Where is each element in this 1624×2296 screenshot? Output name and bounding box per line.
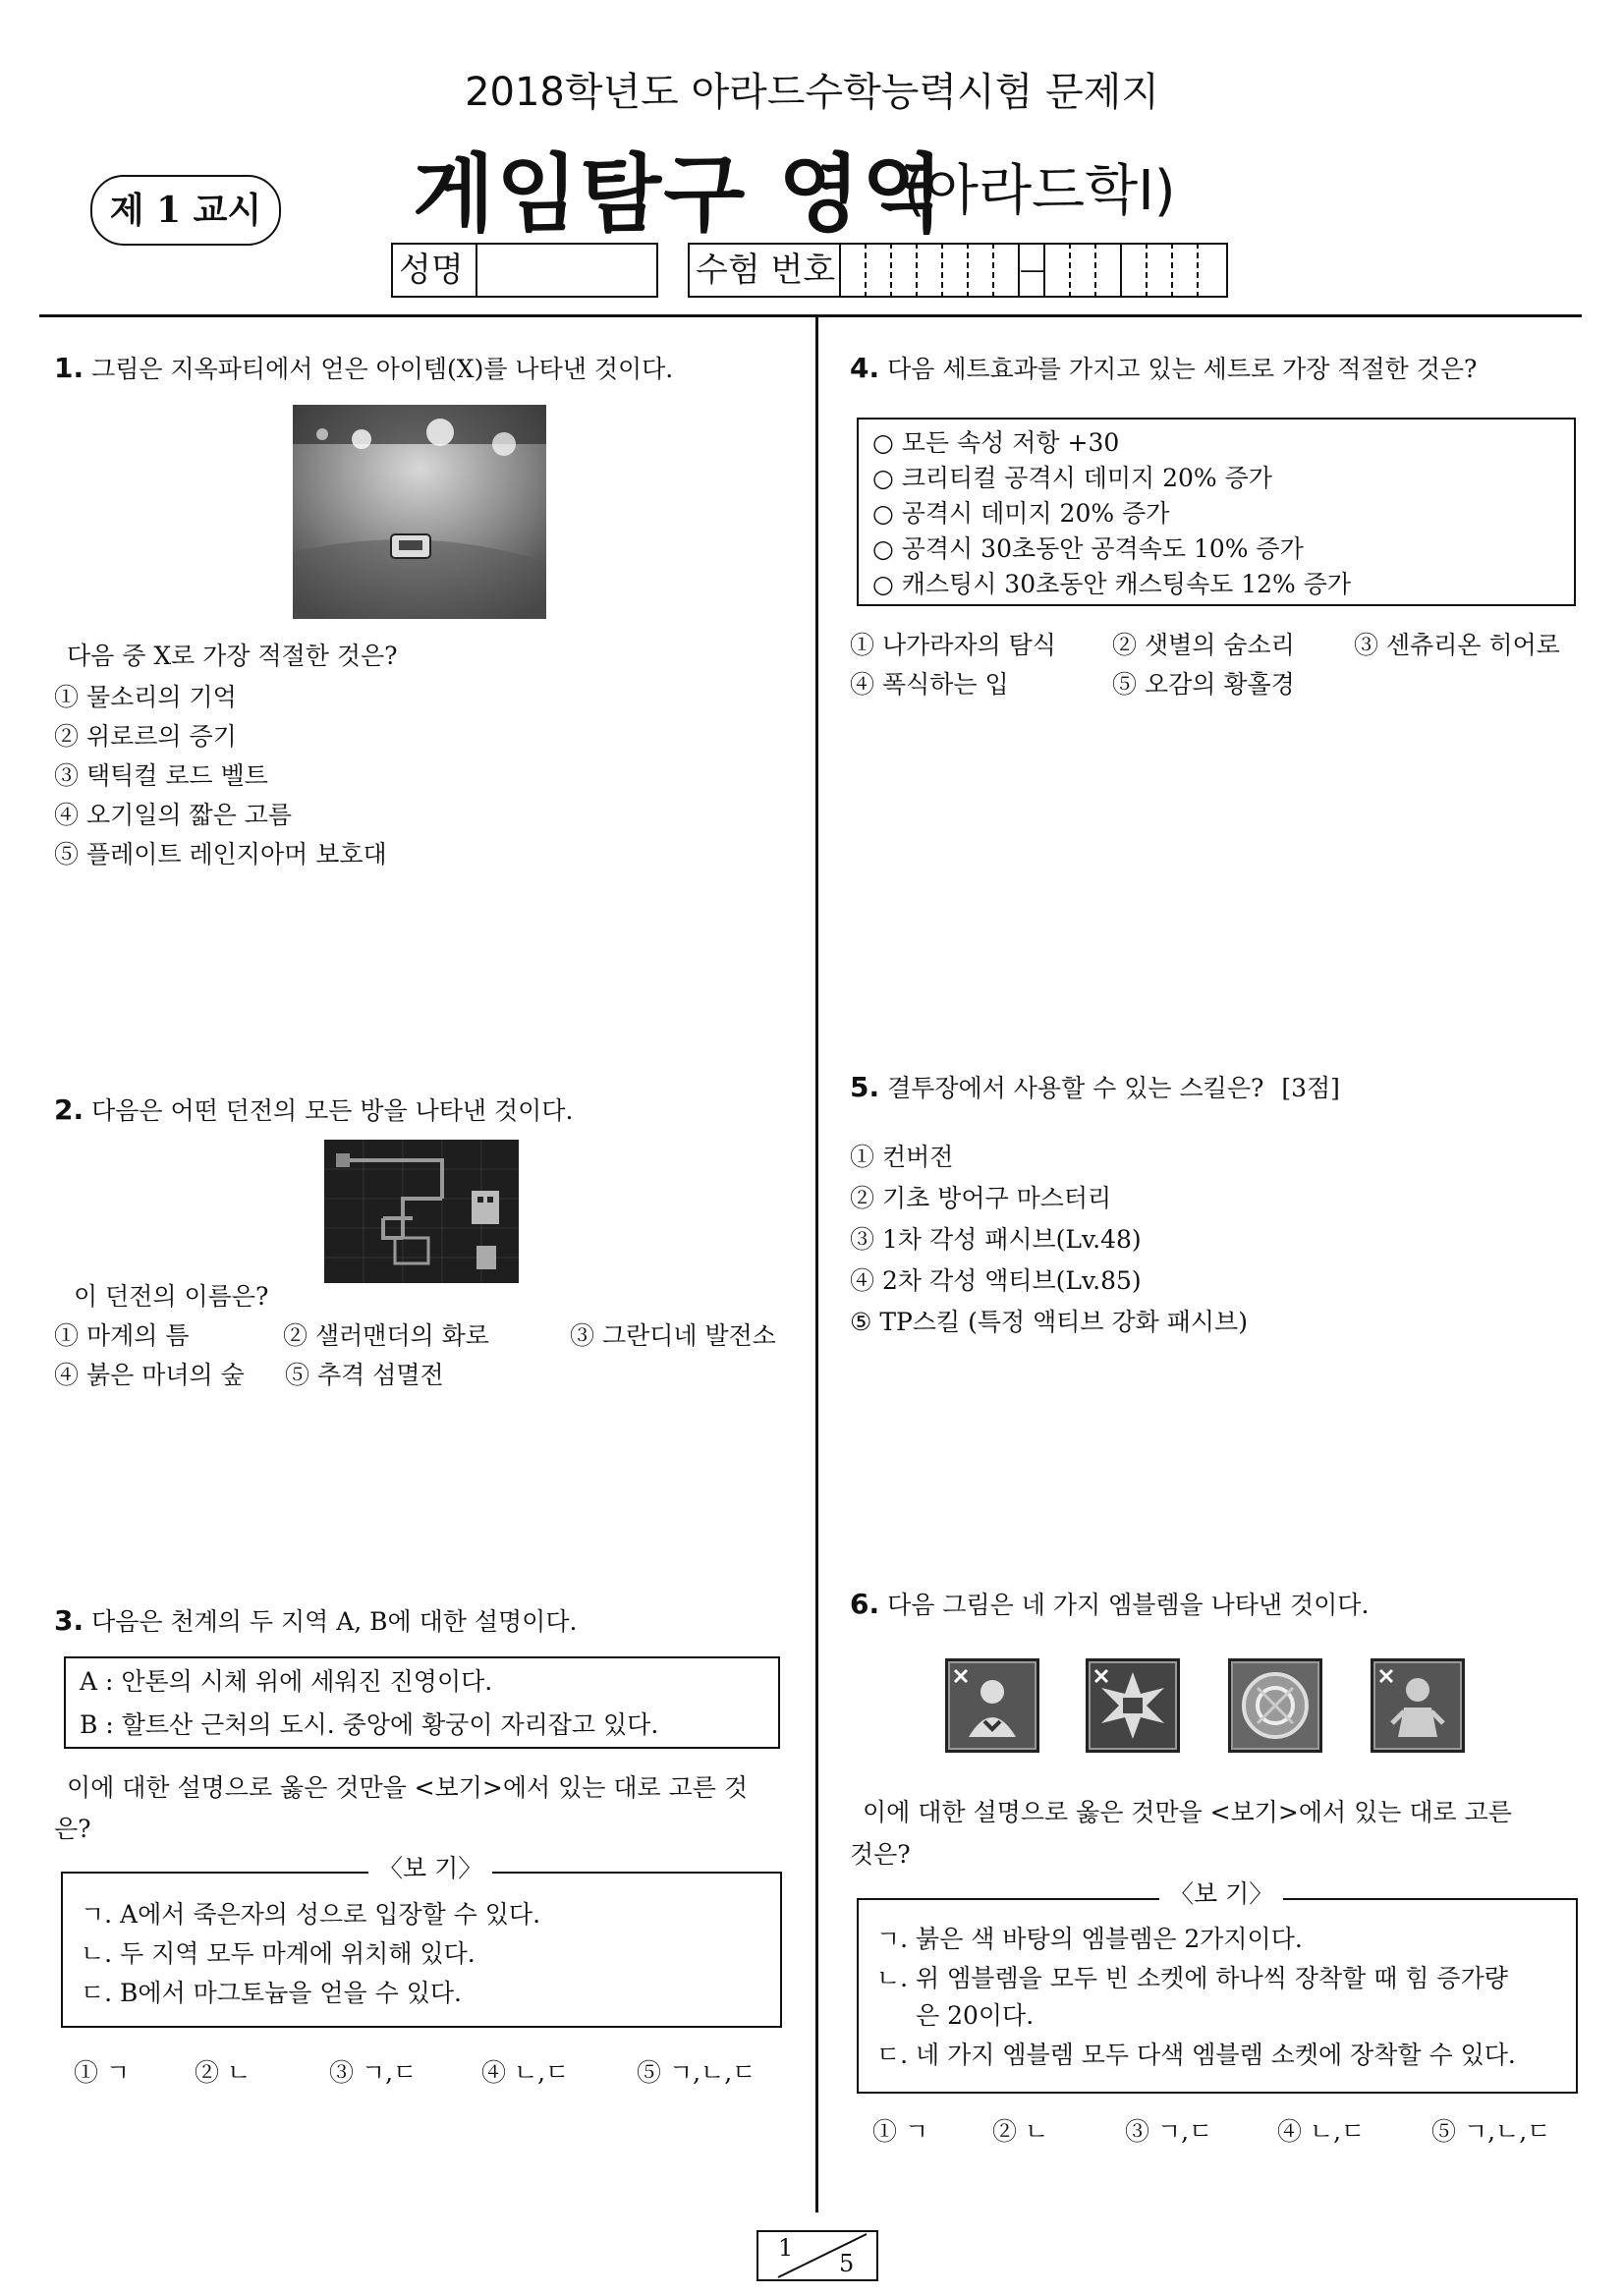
set-effect-line: ○ 크리티컬 공격시 데미지 20% 증가	[872, 464, 1272, 492]
question-number: 4.	[850, 352, 880, 384]
period-badge: 제 1 교시	[90, 175, 281, 246]
exam-number-cell[interactable]	[941, 243, 969, 298]
exam-number-cell[interactable]	[865, 243, 892, 298]
exam-number-cell[interactable]	[967, 243, 994, 298]
bogi-item: ㄷ. B에서 마그토늄을 얻을 수 있다.	[81, 1979, 462, 2007]
question-number: 6.	[850, 1588, 880, 1620]
answer-option-4[interactable]: ④ ㄴ,ㄷ	[1277, 2117, 1366, 2146]
exam-number-cell[interactable]	[1094, 243, 1122, 298]
question-number: 2.	[54, 1093, 84, 1126]
answer-option-1[interactable]: ① 컨버전	[850, 1143, 954, 1171]
question-text: 결투장에서 사용할 수 있는 스킬은?	[887, 1074, 1264, 1102]
exam-number-label-box	[688, 243, 841, 298]
exam-number-cell[interactable]	[839, 243, 865, 298]
question-6-prompt-cont: 것은?	[850, 1840, 911, 1869]
header-divider	[39, 314, 1582, 317]
answer-option-3[interactable]: ③ 센츄리온 히어로	[1354, 631, 1560, 659]
answer-option-3[interactable]: ③ ㄱ,ㄷ	[1125, 2117, 1213, 2146]
bogi-title: 〈보 기〉	[1159, 1875, 1283, 1910]
answer-option-1[interactable]: ① ㄱ	[74, 2058, 131, 2087]
answer-option-1[interactable]: ① 마계의 틈	[54, 1321, 190, 1350]
exam-number-cell[interactable]	[1120, 243, 1148, 298]
bogi-title: 〈보 기〉	[368, 1849, 492, 1884]
exam-title-subject: (아라드학Ⅰ)	[904, 159, 1176, 223]
set-effect-line: ○ 모든 속성 저항 +30	[872, 428, 1120, 457]
answer-option-5[interactable]: ⑤ ㄱ,ㄴ,ㄷ	[1431, 2117, 1551, 2146]
question-6-stem	[850, 1585, 1369, 1625]
answer-option-4[interactable]: ④ ㄴ,ㄷ	[481, 2058, 570, 2087]
question-number: 1.	[54, 352, 84, 384]
bogi-item: ㄴ. 위 엠블렘을 모두 빈 소켓에 하나씩 장착할 때 힘 증가량	[876, 1964, 1508, 1992]
answer-option-5[interactable]: ⑤ ㄱ,ㄴ,ㄷ	[637, 2058, 756, 2087]
exam-number-cell[interactable]	[916, 243, 943, 298]
answer-option-4[interactable]: ④ 붉은 마녀의 숲	[54, 1361, 245, 1389]
question-3-prompt-cont: 은?	[54, 1815, 91, 1843]
answer-option-1[interactable]: ① 나가라자의 탐식	[850, 631, 1056, 659]
answer-option-2[interactable]: ② 샛별의 숨소리	[1112, 631, 1295, 659]
question-text: 다음 그림은 네 가지 엠블렘을 나타낸 것이다.	[887, 1591, 1370, 1619]
exam-number-label: 수험 번호	[696, 251, 836, 290]
answer-option-1[interactable]: ① 물소리의 기억	[54, 683, 237, 711]
emblem-image-2	[1086, 1658, 1180, 1753]
exam-number-cell[interactable]	[992, 243, 1020, 298]
exam-number-cell[interactable]	[1146, 243, 1173, 298]
question-3-stem	[54, 1601, 577, 1642]
question-text: 다음은 어떤 던전의 모든 방을 나타낸 것이다.	[91, 1096, 574, 1125]
bogi-item: ㄱ. A에서 죽은자의 성으로 입장할 수 있다.	[81, 1900, 541, 1929]
question-5-stem	[850, 1068, 1340, 1108]
exam-number-cell[interactable]	[1069, 243, 1096, 298]
question-6-prompt: 이에 대한 설명으로 옳은 것만을 <보기>에서 있는 대로 고른	[863, 1798, 1512, 1826]
answer-option-4[interactable]: ④ 폭식하는 입	[850, 670, 1009, 699]
page-number: 1	[778, 2234, 794, 2262]
exam-number-dash: —	[1018, 243, 1045, 298]
exam-subtitle: 2018학년도 아라드수학능력시험 문제지	[465, 70, 1159, 115]
question-4-stem	[850, 349, 1477, 389]
question-number: 5.	[850, 1071, 880, 1103]
bogi-item: ㄱ. 붉은 색 바탕의 엠블렘은 2가지이다.	[876, 1925, 1303, 1953]
answer-option-3[interactable]: ③ 그란디네 발전소	[570, 1321, 776, 1350]
answer-option-3[interactable]: ③ ㄱ,ㄷ	[329, 2058, 418, 2087]
region-info-box	[64, 1656, 780, 1749]
answer-option-3[interactable]: ③ 1차 각성 패시브(Lv.48)	[850, 1225, 1142, 1254]
bogi-item-cont: 은 20이다.	[916, 2001, 1035, 2030]
answer-option-4[interactable]: ④ 오기일의 짧은 고름	[54, 801, 293, 829]
page-total: 5	[839, 2250, 855, 2277]
answer-option-5[interactable]: ⑤ TP스킬 (특정 액티브 강화 패시브)	[850, 1308, 1248, 1336]
set-effect-box	[857, 418, 1576, 606]
question-1-stem	[54, 349, 673, 389]
bogi-item: ㄷ. 네 가지 엠블렘 모두 다색 엠블렘 소켓에 장착할 수 있다.	[876, 2041, 1516, 2069]
answer-option-2[interactable]: ② 기초 방어구 마스터리	[850, 1184, 1112, 1212]
question-number: 3.	[54, 1604, 84, 1637]
bogi-box	[857, 1898, 1578, 2094]
item-drop-image	[293, 405, 546, 619]
name-label: 성명	[399, 251, 464, 290]
answer-option-2[interactable]: ② 위로르의 증기	[54, 722, 237, 751]
question-text: 다음은 천계의 두 지역 A, B에 대한 설명이다.	[91, 1607, 578, 1636]
answer-option-1[interactable]: ① ㄱ	[872, 2117, 929, 2146]
set-effect-line: ○ 캐스팅시 30초동안 캐스팅속도 12% 증가	[872, 570, 1352, 598]
question-2-prompt: 이 던전의 이름은?	[74, 1282, 269, 1311]
exam-number-cell[interactable]	[1197, 243, 1228, 298]
question-text: 다음 세트효과를 가지고 있는 세트로 가장 적절한 것은?	[887, 355, 1478, 383]
exam-number-cell[interactable]	[890, 243, 918, 298]
question-1-prompt: 다음 중 X로 가장 적절한 것은?	[67, 642, 398, 670]
exam-title: 게임탐구 영역	[413, 145, 946, 244]
column-divider	[815, 316, 818, 2212]
answer-option-4[interactable]: ④ 2차 각성 액티브(Lv.85)	[850, 1266, 1142, 1295]
emblem-image-1	[945, 1658, 1039, 1753]
answer-option-2[interactable]: ② ㄴ	[992, 2117, 1049, 2146]
question-text: 그림은 지옥파티에서 얻은 아이템(X)를 나타낸 것이다.	[91, 355, 674, 383]
set-effect-line: ○ 공격시 데미지 20% 증가	[872, 499, 1170, 528]
answer-option-5[interactable]: ⑤ 추격 섬멸전	[285, 1361, 444, 1389]
answer-option-2[interactable]: ② ㄴ	[195, 2058, 252, 2087]
question-points: [3점]	[1281, 1074, 1340, 1102]
question-2-stem	[54, 1091, 573, 1131]
name-field[interactable]	[474, 243, 658, 298]
exam-number-cell[interactable]	[1043, 243, 1069, 298]
answer-option-3[interactable]: ③ 택틱컬 로드 벨트	[54, 761, 268, 790]
dungeon-map-image	[324, 1140, 519, 1283]
answer-option-2[interactable]: ② 샐러맨더의 화로	[283, 1321, 489, 1350]
bogi-item: ㄴ. 두 지역 모두 마계에 위치해 있다.	[81, 1939, 476, 1968]
region-b-line: B : 할트산 근처의 도시. 중앙에 황궁이 자리잡고 있다.	[80, 1710, 659, 1739]
region-a-line: A : 안톤의 시체 위에 세워진 진영이다.	[80, 1667, 493, 1696]
answer-option-5[interactable]: ⑤ 플레이트 레인지아머 보호대	[54, 840, 387, 868]
page-indicator	[756, 2230, 878, 2281]
emblem-image-4	[1371, 1658, 1465, 1753]
bogi-box	[61, 1872, 782, 2028]
exam-number-cell[interactable]	[1171, 243, 1199, 298]
answer-option-5[interactable]: ⑤ 오감의 황홀경	[1112, 670, 1295, 699]
emblem-image-3	[1228, 1658, 1322, 1753]
set-effect-line: ○ 공격시 30초동안 공격속도 10% 증가	[872, 534, 1304, 563]
question-3-prompt: 이에 대한 설명으로 옳은 것만을 <보기>에서 있는 대로 고른 것	[67, 1773, 749, 1802]
name-label-box	[391, 243, 477, 298]
